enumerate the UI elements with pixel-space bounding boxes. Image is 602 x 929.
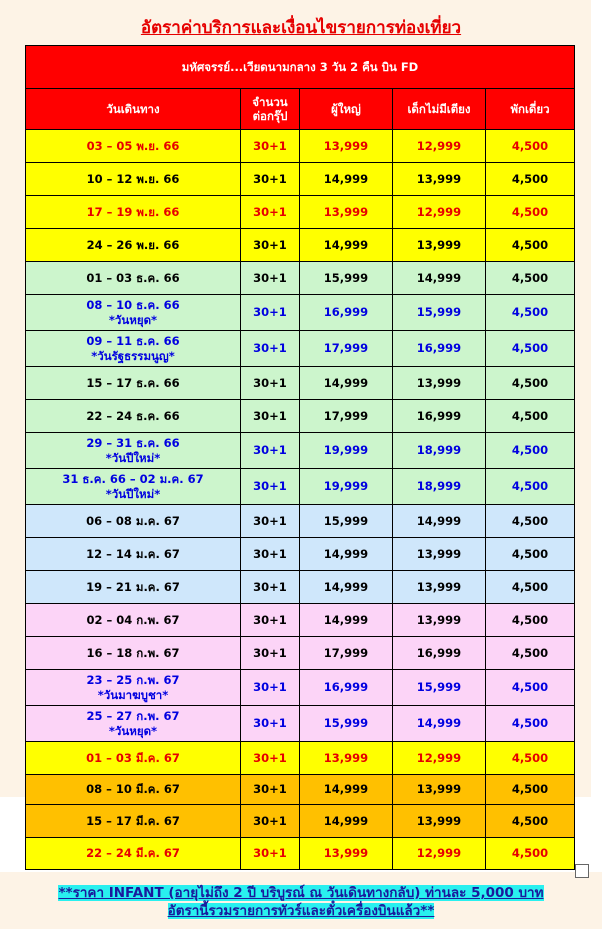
cell-child	[393, 670, 486, 706]
page-heading: อัตราค่าบริการและเงื่อนไขรายการท่องเที่ยว	[140, 18, 462, 38]
cell-single	[486, 469, 575, 505]
child-text: 13,999	[416, 579, 462, 594]
single-text: 4,500	[511, 408, 549, 423]
holiday-note: *วันหยุด*	[108, 312, 158, 327]
cell-adult	[300, 637, 393, 670]
cell-date	[26, 163, 241, 196]
group-text: 30+1	[253, 579, 287, 594]
single-text: 4,500	[511, 750, 549, 765]
cell-adult	[300, 538, 393, 571]
table-row	[26, 229, 575, 262]
holiday-note: *วันปีใหม่*	[105, 450, 161, 465]
cell-single	[486, 433, 575, 469]
child-text: 14,999	[416, 270, 462, 285]
date-text: 23 – 25 ก.พ. 67	[86, 673, 180, 688]
cell-single	[486, 604, 575, 637]
cell-adult	[300, 571, 393, 604]
group-text: 30+1	[253, 270, 287, 285]
table-row	[26, 637, 575, 670]
table-row	[26, 367, 575, 400]
cell-date	[26, 229, 241, 262]
cell-child	[393, 433, 486, 469]
adult-text: 14,999	[323, 612, 369, 627]
cell-date	[26, 571, 241, 604]
cell-adult	[300, 262, 393, 295]
cell-single	[486, 400, 575, 433]
child-text: 12,999	[416, 750, 462, 765]
cell-date	[26, 742, 241, 775]
cell-group	[241, 706, 300, 742]
child-text: 13,999	[416, 375, 462, 390]
cell-child	[393, 604, 486, 637]
group-text: 30+1	[253, 750, 287, 765]
cell-adult	[300, 433, 393, 469]
adult-text: 13,999	[323, 138, 369, 153]
table-row	[26, 538, 575, 571]
single-text: 4,500	[511, 138, 549, 153]
cell-adult	[300, 400, 393, 433]
group-text: 30+1	[253, 813, 287, 828]
cell-group	[241, 571, 300, 604]
child-text: 13,999	[416, 546, 462, 561]
date-text: 25 – 27 ก.พ. 67	[86, 709, 180, 724]
adult-text: 19,999	[323, 443, 369, 458]
cell-date	[26, 805, 241, 838]
adult-text: 14,999	[323, 813, 369, 828]
single-text: 4,500	[511, 305, 549, 320]
cell-child	[393, 331, 486, 367]
adult-text: 14,999	[323, 546, 369, 561]
header-child: เด็กไม่มีเตียง	[393, 89, 486, 130]
cell-group	[241, 433, 300, 469]
single-text: 4,500	[511, 237, 549, 252]
cell-group	[241, 805, 300, 838]
table-title: มหัศจรรย์...เวียดนามกลาง 3 วัน 2 คืน บิน FD	[26, 46, 575, 89]
cell-child	[393, 775, 486, 805]
header-single: พักเดี่ยว	[486, 89, 575, 130]
date-text: 17 – 19 พ.ย. 66	[86, 204, 180, 219]
cell-group	[241, 670, 300, 706]
cell-child	[393, 805, 486, 838]
cell-single	[486, 331, 575, 367]
adult-text: 14,999	[323, 579, 369, 594]
child-text: 12,999	[416, 846, 462, 861]
child-text: 16,999	[416, 645, 462, 660]
cell-group	[241, 262, 300, 295]
cell-date	[26, 331, 241, 367]
date-text: 06 – 08 ม.ค. 67	[86, 513, 180, 528]
price-table	[25, 45, 575, 870]
group-text: 30+1	[253, 305, 287, 320]
cell-single	[486, 571, 575, 604]
single-text: 4,500	[511, 546, 549, 561]
child-text: 15,999	[416, 680, 462, 695]
child-text: 18,999	[416, 479, 462, 494]
cell-adult	[300, 163, 393, 196]
cell-date	[26, 838, 241, 870]
cell-group	[241, 331, 300, 367]
cell-date	[26, 706, 241, 742]
holiday-note: *วันมาฆบูชา*	[97, 687, 169, 702]
cell-adult	[300, 505, 393, 538]
adult-text: 19,999	[323, 479, 369, 494]
single-text: 4,500	[511, 716, 549, 731]
cell-group	[241, 538, 300, 571]
table-row	[26, 163, 575, 196]
cell-single	[486, 670, 575, 706]
cell-single	[486, 367, 575, 400]
table-row	[26, 196, 575, 229]
adult-text: 14,999	[323, 375, 369, 390]
cell-child	[393, 538, 486, 571]
cell-date	[26, 604, 241, 637]
cell-child	[393, 505, 486, 538]
adult-text: 13,999	[323, 750, 369, 765]
date-text: 15 – 17 มี.ค. 67	[86, 813, 180, 828]
cell-group	[241, 196, 300, 229]
cell-adult	[300, 838, 393, 870]
cell-date	[26, 637, 241, 670]
group-text: 30+1	[253, 513, 287, 528]
single-text: 4,500	[511, 612, 549, 627]
group-text: 30+1	[253, 612, 287, 627]
group-text: 30+1	[253, 341, 287, 356]
cell-single	[486, 262, 575, 295]
cell-single	[486, 196, 575, 229]
cell-child	[393, 706, 486, 742]
table-body	[26, 130, 575, 870]
table-row	[26, 130, 575, 163]
cell-adult	[300, 229, 393, 262]
cell-single	[486, 505, 575, 538]
child-text: 13,999	[416, 782, 462, 797]
table-row	[26, 805, 575, 838]
date-text: 16 – 18 ก.พ. 67	[86, 645, 180, 660]
table-row	[26, 505, 575, 538]
cell-child	[393, 742, 486, 775]
child-text: 18,999	[416, 443, 462, 458]
cell-single	[486, 838, 575, 870]
adult-text: 15,999	[323, 716, 369, 731]
cell-adult	[300, 130, 393, 163]
cell-date	[26, 130, 241, 163]
holiday-note: *วันรัฐธรรมนูญ*	[91, 348, 175, 363]
child-text: 13,999	[416, 612, 462, 627]
table-row	[26, 469, 575, 505]
single-text: 4,500	[511, 579, 549, 594]
date-text: 31 ธ.ค. 66 – 02 ม.ค. 67	[62, 472, 204, 487]
cell-single	[486, 163, 575, 196]
date-text: 22 – 24 มี.ค. 67	[86, 846, 180, 861]
group-text: 30+1	[253, 782, 287, 797]
cell-adult	[300, 331, 393, 367]
group-text: 30+1	[253, 375, 287, 390]
cell-date	[26, 538, 241, 571]
child-text: 13,999	[416, 237, 462, 252]
cell-child	[393, 262, 486, 295]
table-row	[26, 742, 575, 775]
date-text: 22 – 24 ธ.ค. 66	[86, 408, 180, 423]
cell-group	[241, 637, 300, 670]
cell-child	[393, 469, 486, 505]
holiday-note: *วันหยุด*	[108, 723, 158, 738]
header-group: จำนวน ต่อกรุ๊ป	[241, 89, 300, 130]
group-text: 30+1	[253, 237, 287, 252]
holiday-note: *วันปีใหม่*	[105, 486, 161, 501]
date-text: 01 – 03 ธ.ค. 66	[86, 270, 180, 285]
table-row	[26, 838, 575, 870]
single-text: 4,500	[511, 680, 549, 695]
adult-text: 13,999	[323, 846, 369, 861]
table-row	[26, 295, 575, 331]
group-text: 30+1	[253, 204, 287, 219]
child-text: 14,999	[416, 513, 462, 528]
date-text: 09 – 11 ธ.ค. 66	[86, 334, 180, 349]
cell-date	[26, 775, 241, 805]
cell-date	[26, 295, 241, 331]
adult-text: 14,999	[323, 171, 369, 186]
cell-group	[241, 400, 300, 433]
table-row	[26, 433, 575, 469]
single-text: 4,500	[511, 375, 549, 390]
single-text: 4,500	[511, 479, 549, 494]
footer-line-2: อัตรานี้รวมรายการทัวร์และตั๋วเครื่องบินแล้ว**	[167, 903, 435, 920]
cell-group	[241, 130, 300, 163]
table-row	[26, 571, 575, 604]
table-row	[26, 670, 575, 706]
single-text: 4,500	[511, 846, 549, 861]
cell-child	[393, 130, 486, 163]
cell-adult	[300, 367, 393, 400]
group-text: 30+1	[253, 645, 287, 660]
date-text: 12 – 14 ม.ค. 67	[86, 546, 180, 561]
cell-adult	[300, 706, 393, 742]
table-row	[26, 400, 575, 433]
cell-adult	[300, 196, 393, 229]
adult-text: 17,999	[323, 341, 369, 356]
cell-adult	[300, 775, 393, 805]
cell-adult	[300, 670, 393, 706]
cell-single	[486, 742, 575, 775]
cell-date	[26, 262, 241, 295]
date-text: 08 – 10 มี.ค. 67	[86, 782, 180, 797]
cell-group	[241, 505, 300, 538]
cell-date	[26, 196, 241, 229]
child-text: 13,999	[416, 171, 462, 186]
header-date: วันเดินทาง	[26, 89, 241, 130]
single-text: 4,500	[511, 204, 549, 219]
group-text: 30+1	[253, 479, 287, 494]
cell-child	[393, 838, 486, 870]
date-text: 10 – 12 พ.ย. 66	[86, 171, 180, 186]
table-row	[26, 331, 575, 367]
cell-single	[486, 130, 575, 163]
single-text: 4,500	[511, 171, 549, 186]
cell-child	[393, 637, 486, 670]
date-text: 08 – 10 ธ.ค. 66	[86, 298, 180, 313]
adult-text: 15,999	[323, 513, 369, 528]
cell-group	[241, 229, 300, 262]
cell-child	[393, 229, 486, 262]
cell-child	[393, 400, 486, 433]
cell-child	[393, 571, 486, 604]
table-row	[26, 706, 575, 742]
adult-text: 16,999	[323, 680, 369, 695]
checkbox[interactable]	[575, 864, 589, 878]
date-text: 29 – 31 ธ.ค. 66	[86, 436, 180, 451]
cell-date	[26, 469, 241, 505]
child-text: 16,999	[416, 408, 462, 423]
group-text: 30+1	[253, 846, 287, 861]
date-text: 03 – 05 พ.ย. 66	[86, 138, 180, 153]
adult-text: 17,999	[323, 645, 369, 660]
child-text: 14,999	[416, 716, 462, 731]
date-text: 15 – 17 ธ.ค. 66	[86, 375, 180, 390]
cell-single	[486, 805, 575, 838]
footer-note	[0, 884, 602, 920]
cell-date	[26, 367, 241, 400]
single-text: 4,500	[511, 782, 549, 797]
cell-child	[393, 367, 486, 400]
cell-date	[26, 670, 241, 706]
cell-child	[393, 196, 486, 229]
cell-group	[241, 604, 300, 637]
cell-child	[393, 295, 486, 331]
single-text: 4,500	[511, 270, 549, 285]
child-text: 13,999	[416, 813, 462, 828]
single-text: 4,500	[511, 341, 549, 356]
child-text: 16,999	[416, 341, 462, 356]
cell-group	[241, 295, 300, 331]
child-text: 12,999	[416, 138, 462, 153]
cell-child	[393, 163, 486, 196]
cell-single	[486, 775, 575, 805]
group-text: 30+1	[253, 680, 287, 695]
cell-date	[26, 400, 241, 433]
group-text: 30+1	[253, 716, 287, 731]
cell-adult	[300, 604, 393, 637]
cell-date	[26, 433, 241, 469]
header-adult: ผู้ใหญ่	[300, 89, 393, 130]
cell-adult	[300, 295, 393, 331]
date-text: 01 – 03 มี.ค. 67	[86, 750, 180, 765]
cell-single	[486, 295, 575, 331]
single-text: 4,500	[511, 813, 549, 828]
cell-group	[241, 775, 300, 805]
cell-single	[486, 538, 575, 571]
adult-text: 14,999	[323, 237, 369, 252]
cell-group	[241, 469, 300, 505]
group-text: 30+1	[253, 171, 287, 186]
table-row	[26, 262, 575, 295]
cell-group	[241, 838, 300, 870]
single-text: 4,500	[511, 513, 549, 528]
table-row	[26, 775, 575, 805]
date-text: 02 – 04 ก.พ. 67	[86, 612, 180, 627]
adult-text: 16,999	[323, 305, 369, 320]
cell-single	[486, 229, 575, 262]
cell-group	[241, 163, 300, 196]
cell-group	[241, 367, 300, 400]
cell-adult	[300, 469, 393, 505]
adult-text: 14,999	[323, 782, 369, 797]
date-text: 19 – 21 ม.ค. 67	[86, 579, 180, 594]
cell-single	[486, 637, 575, 670]
group-text: 30+1	[253, 546, 287, 561]
adult-text: 13,999	[323, 204, 369, 219]
group-text: 30+1	[253, 408, 287, 423]
cell-single	[486, 706, 575, 742]
cell-group	[241, 742, 300, 775]
cell-adult	[300, 742, 393, 775]
footer-line-1: **ราคา INFANT (อายุไม่ถึง 2 ปี บริบูรณ์ ณ วันเดินทางกลับ) ท่านละ 5,000 บาท	[58, 885, 544, 901]
group-text: 30+1	[253, 443, 287, 458]
cell-date	[26, 505, 241, 538]
child-text: 12,999	[416, 204, 462, 219]
cell-adult	[300, 805, 393, 838]
adult-text: 15,999	[323, 270, 369, 285]
date-text: 24 – 26 พ.ย. 66	[86, 237, 180, 252]
single-text: 4,500	[511, 645, 549, 660]
table-row	[26, 604, 575, 637]
child-text: 15,999	[416, 305, 462, 320]
adult-text: 17,999	[323, 408, 369, 423]
group-text: 30+1	[253, 138, 287, 153]
single-text: 4,500	[511, 443, 549, 458]
